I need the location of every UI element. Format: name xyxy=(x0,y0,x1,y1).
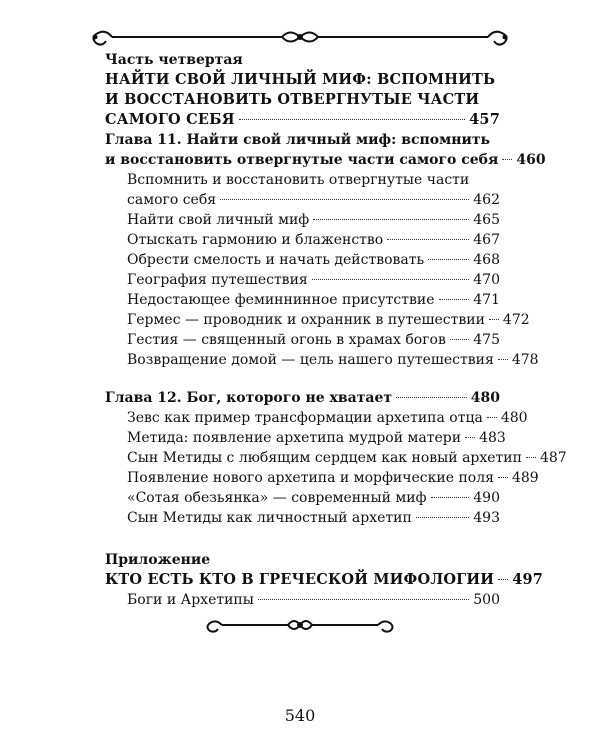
entry-title: Отыскать гармонию и блаженство xyxy=(127,232,384,248)
entry-title: и восстановить отвергнутые части самого себя xyxy=(105,152,499,168)
dot-leader xyxy=(431,497,470,498)
part-title-line: НАЙТИ СВОЙ ЛИЧНЫЙ МИФ: ВСПОМНИТЬ xyxy=(105,71,496,88)
section-title-line: Вспомнить и восстановить отвергнутые части xyxy=(127,172,470,188)
dot-leader xyxy=(416,517,469,518)
entry-title: Сын Метиды с любящим сердцем как новый архетип xyxy=(127,450,522,466)
entry-page: 478 xyxy=(511,352,539,368)
entry-title: КТО ЕСТЬ КТО В ГРЕЧЕСКОЙ МИФОЛОГИИ xyxy=(105,571,495,588)
bottom-flourish-ornament xyxy=(0,610,600,640)
section-entry[interactable] xyxy=(105,210,500,230)
section-entry[interactable] xyxy=(105,290,500,310)
entry-page: 467 xyxy=(473,232,500,248)
section-entry[interactable] xyxy=(105,190,500,210)
dot-leader xyxy=(313,219,469,220)
dot-leader xyxy=(439,299,470,300)
dot-leader xyxy=(502,159,512,160)
entry-page: 471 xyxy=(473,292,500,308)
appendix-label: Приложение xyxy=(105,552,211,568)
entry-title: Обрести смелость и начать действовать xyxy=(127,252,425,268)
entry-page: 490 xyxy=(473,490,500,506)
entry-title: Боги и Архетипы xyxy=(127,592,254,608)
section-entry[interactable] xyxy=(105,230,500,250)
dot-leader xyxy=(258,599,469,600)
dot-leader xyxy=(498,359,508,360)
entry-page: 480 xyxy=(470,390,500,406)
section-entry[interactable] xyxy=(105,488,500,508)
dot-leader xyxy=(428,259,469,260)
page-number: 540 xyxy=(284,706,316,725)
entry-title: самого себя xyxy=(127,192,217,208)
entry-page: 465 xyxy=(473,212,500,228)
section-entry[interactable] xyxy=(105,330,500,350)
entry-title: Гермес — проводник и охранник в путешествии xyxy=(127,312,485,328)
entry-page: 468 xyxy=(473,252,500,268)
entry-page: 462 xyxy=(473,192,500,208)
section-entry[interactable] xyxy=(105,250,500,270)
dot-leader xyxy=(239,119,465,120)
entry-page: 489 xyxy=(511,470,539,486)
dot-leader xyxy=(498,579,508,580)
entry-title: Зевс как пример трансформации архетипа отца xyxy=(127,410,483,426)
entry-page: 493 xyxy=(473,510,500,526)
section-entry[interactable] xyxy=(105,408,528,428)
table-of-contents xyxy=(105,50,567,610)
dot-leader xyxy=(489,319,499,320)
entry-title: Найти свой личный миф xyxy=(127,212,310,228)
section-entry[interactable] xyxy=(105,428,506,448)
entry-title: Появление нового архетипа и морфические поля xyxy=(127,470,494,486)
entry-page: 472 xyxy=(502,312,530,328)
section-entry[interactable] xyxy=(105,350,539,370)
entry-page: 500 xyxy=(473,592,500,608)
entry-page: 475 xyxy=(473,332,500,348)
section-entry[interactable] xyxy=(105,448,567,468)
dot-leader xyxy=(487,417,497,418)
chapter-entry[interactable] xyxy=(105,388,500,408)
section-entry[interactable] xyxy=(105,468,539,488)
entry-title: Глава 12. Бог, которого не хватает xyxy=(105,390,393,406)
entry-title: Возвращение домой — цель нашего путешествия xyxy=(127,352,494,368)
section-entry[interactable] xyxy=(105,270,500,290)
entry-title: Гестия — священный огонь в храмах богов xyxy=(127,332,446,348)
chapter-entry[interactable] xyxy=(105,150,546,170)
dot-leader xyxy=(465,437,475,438)
dot-leader xyxy=(387,239,469,240)
part-label: Часть четвертая xyxy=(105,52,243,68)
entry-title: Недостающее феминнинное присутствие xyxy=(127,292,435,308)
dot-leader xyxy=(396,397,467,398)
dot-leader xyxy=(526,457,536,458)
chapter-title-line: Глава 11. Найти свой личный миф: вспомнить xyxy=(105,132,491,148)
dot-leader xyxy=(498,477,508,478)
entry-title: География путешествия xyxy=(127,272,308,288)
entry-page: 497 xyxy=(512,571,544,588)
top-flourish-ornament xyxy=(0,22,600,52)
appendix-entry[interactable] xyxy=(105,570,544,590)
part-title-entry[interactable] xyxy=(105,110,500,130)
entry-title: Метида: появление архетипа мудрой матери xyxy=(127,430,462,446)
dot-leader xyxy=(450,339,469,340)
section-entry[interactable] xyxy=(105,590,500,610)
entry-page: 457 xyxy=(469,111,500,128)
entry-page: 483 xyxy=(479,430,506,446)
entry-page: 460 xyxy=(516,152,546,168)
entry-title: Сын Метиды как личностный архетип xyxy=(127,510,412,526)
dot-leader xyxy=(220,199,469,200)
dot-leader xyxy=(312,279,470,280)
section-entry[interactable] xyxy=(105,310,530,330)
part-title-line: И ВОССТАНОВИТЬ ОТВЕРГНУТЫЕ ЧАСТИ xyxy=(105,91,480,108)
entry-page: 480 xyxy=(500,410,528,426)
section-entry[interactable] xyxy=(105,508,500,528)
entry-title: «Сотая обезьянка» — современный миф xyxy=(127,490,427,506)
entry-page: 470 xyxy=(473,272,500,288)
entry-title: САМОГО СЕБЯ xyxy=(105,111,235,128)
entry-page: 487 xyxy=(539,450,567,466)
